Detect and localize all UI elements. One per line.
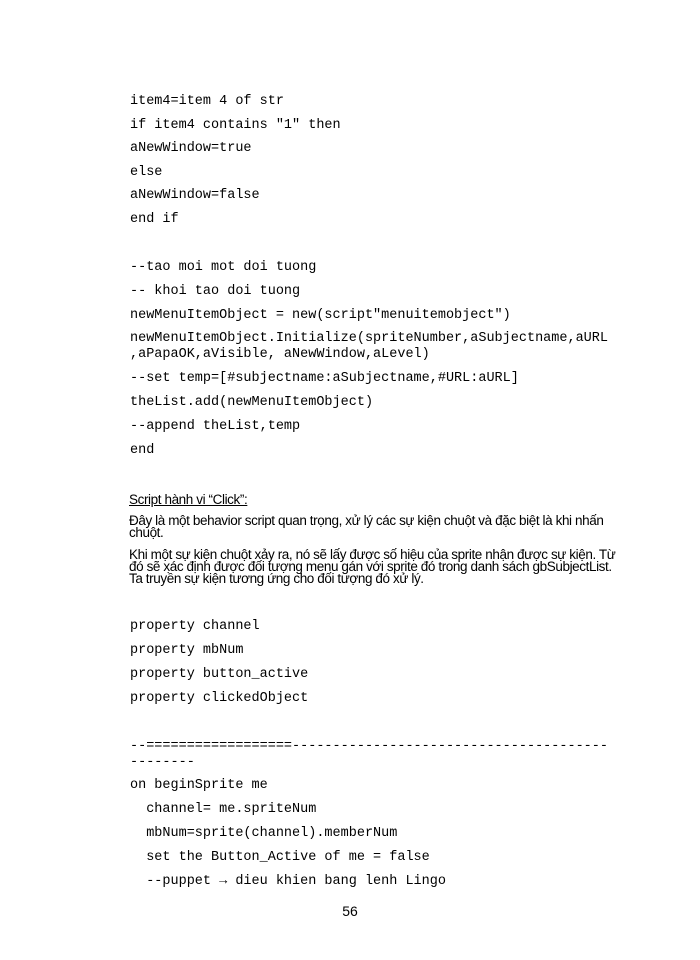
code-line: -- khoi tao doi tuong <box>130 284 301 299</box>
code-line: newMenuItemObject = new(script"menuitemobject") <box>130 308 511 323</box>
code-separator: -------- <box>130 755 195 770</box>
page-number: 56 <box>342 903 358 919</box>
code-line: --tao moi mot doi tuong <box>130 260 317 275</box>
code-line: end if <box>130 212 179 227</box>
code-separator: --==================--------------------------------------- <box>130 739 608 754</box>
paragraph: Khi một sự kiện chuột xảy ra, nó sẽ lấy được số hiệu của sprite nhận được sự kiện. Từ đó sẽ xác định được đối tượng menu gán với sprite đó trong danh sách gbSubjectList. Ta truyền sự kiện tương ứng cho đối tượng đó xử lý. <box>129 547 616 586</box>
code-line: mbNum=sprite(channel).memberNum <box>130 826 398 841</box>
code-line: property clickedObject <box>130 691 309 706</box>
code-line: set the Button_Active of me = false <box>130 850 430 865</box>
code-line: theList.add(newMenuItemObject) <box>130 395 374 410</box>
code-line: aNewWindow=false <box>130 188 260 203</box>
code-line: property button_active <box>130 667 309 682</box>
paragraph: Đây là một behavior script quan trọng, xử lý các sự kiện chuột và đặc biệt là khi nhấn chuột. <box>129 513 604 540</box>
code-line: property mbNum <box>130 643 244 658</box>
code-line: else <box>130 165 163 180</box>
code-line: on beginSprite me <box>130 778 268 793</box>
code-line: property channel <box>130 619 260 634</box>
code-line: aNewWindow=true <box>130 141 252 156</box>
code-line: --puppet → dieu khien bang lenh Lingo <box>130 874 446 889</box>
code-line: newMenuItemObject.Initialize(spriteNumber,aSubjectname,aURL <box>130 331 608 346</box>
code-line: item4=item 4 of str <box>130 94 284 109</box>
code-line: --append theList,temp <box>130 419 301 434</box>
code-line: end <box>130 443 155 458</box>
code-line: ,aPapaOK,aVisible, aNewWindow,aLevel) <box>130 347 430 362</box>
code-line: if item4 contains "1" then <box>130 118 341 133</box>
section-heading: Script hành vi “Click”: <box>129 492 248 507</box>
code-line: channel= me.spriteNum <box>130 802 317 817</box>
code-line: --set temp=[#subjectname:aSubjectname,#URL:aURL] <box>130 371 519 386</box>
